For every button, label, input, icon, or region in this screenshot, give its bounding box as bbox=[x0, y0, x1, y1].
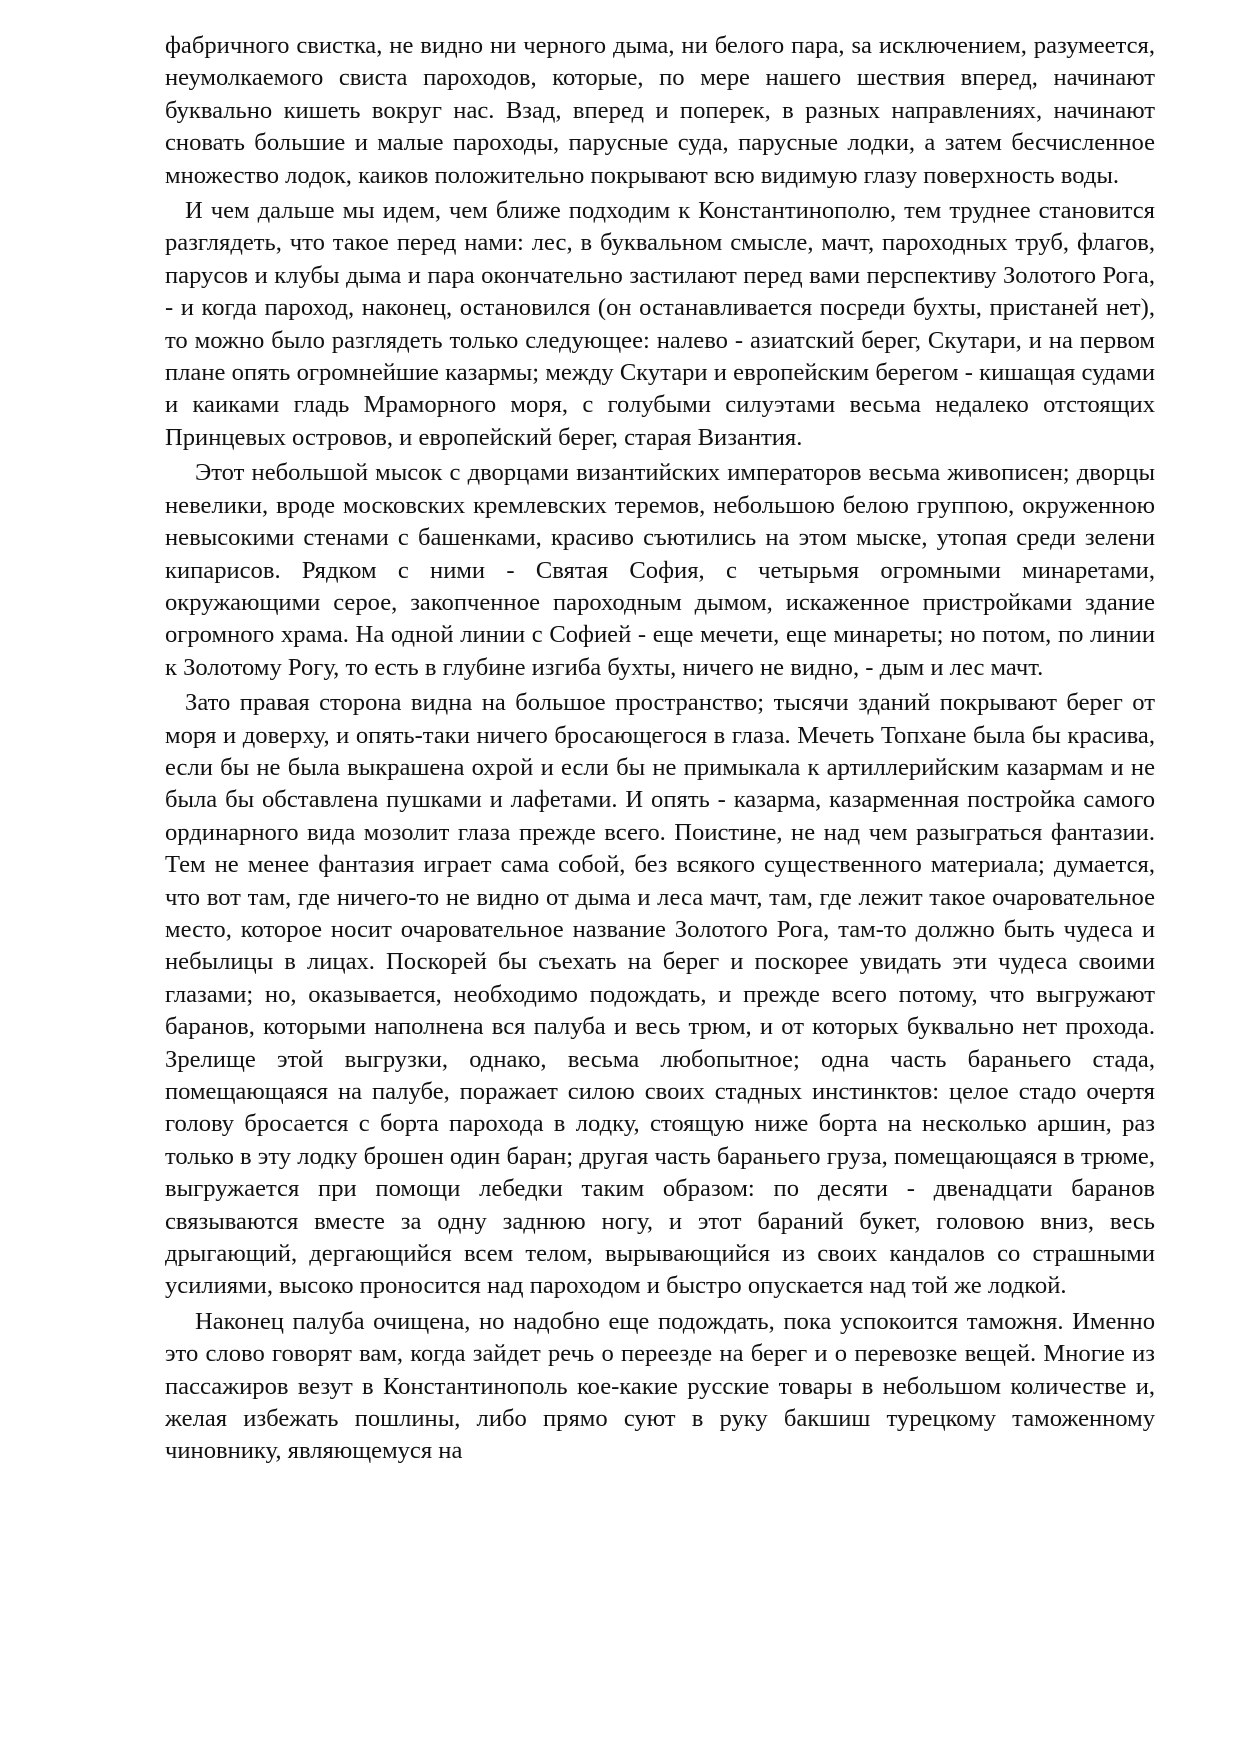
paragraph-4: Зато правая сторона видна на большое пространство; тысячи зданий покрывают берег от моря и доверху, и опять-таки ничего бросающегося в глаза. Мечеть Топхане была бы красива, если бы не была выкрашена охрой и если бы не примыкала к артиллерийским казармам и не была бы обставлена пушками и лафетами. И опять - казарма, казарменная постройка самого ординарного вида мозолит глаза прежде всего. Поистине, не над чем разыграться фантазии. Тем не менее фантазия играет сама собой, без всякого существенного материала; думается, что вот там, где ничего-то не видно от дыма и леса мачт, там, где лежит такое очаровательное место, которое носит очаровательное название Золотого Рога, там-то должно быть чудеса и небылицы в лицах. Поскорей бы съехать на берег и поскорее увидать эти чудеса своими глазами; но, оказывается, необходимо подождать, и прежде всего потому, что выгружают баранов, которыми наполнена вся палуба и весь трюм, и от которых буквально нет прохода. Зрелище этой выгрузки, однако, весьма любопытное; одна часть бараньего стада, помещающаяся на палубе, поражает силою своих стадных инстинктов: целое стадо очертя голову бросается с борта парохода в лодку, стоящую ниже борта на несколько аршин, раз только в эту лодку брошен один баран; другая часть бараньего груза, помещающаяся в трюме, выгружается при помощи лебедки таким образом: по десяти - двенадцати баранов связываются вместе за одну заднюю ногу, и этот бараний букет, головою вниз, весь дрыгающий, дергающийся всем телом, вырывающийся из своих кандалов со страшными усилиями, высоко проносится над пароходом и быстро опускается над той же лодкой. bbox=[165, 689, 1155, 1300]
paragraph-1: фабричного свистка, не видно ни черного дыма, ни белого пара, sa исключением, разумеется, неумолкаемого свиста пароходов, которые, по мере нашего шествия вперед, начинают буквально кишеть вокруг нас. Взад, вперед и поперек, в разных направлениях, начинают сновать большие и малые пароходы, парусные суда, парусные лодки, а затем бесчисленное множество лодок, каиков положительно покрывают всю видимую глазу поверхность воды. bbox=[165, 32, 1155, 189]
paragraph-5: Наконец палуба очищена, но надобно еще подождать, пока успокоится таможня. Именно это слово говорят вам, когда зайдет речь о переезде на берег и о перевозке вещей. Многие из пассажиров везут в Константинополь кое-какие русские товары в небольшом количестве и, желая избежать пошлины, либо прямо суют в руку бакшиш турецкому таможенному чиновнику, являющемуся на bbox=[165, 1307, 1155, 1465]
paragraph-2: И чем дальше мы идем, чем ближе подходим к Константинополю, тем труднее становится разглядеть, что такое перед нами: лес, в буквальном смысле, мачт, пароходных труб, флагов, парусов и клубы дыма и пара окончательно застилают перед вами перспективу Золотого Рога, - и когда пароход, наконец, остановился (он останавливается посреди бухты, пристаней нет), то можно было разглядеть только следующее: налево - азиатский берег, Скутари, и на первом плане опять огромнейшие казармы; между Скутари и европейским берегом - кишащая судами и каиками гладь Мраморного моря, с голубыми силуэтами весьма недалеко отстоящих Принцевых островов, и европейский берег, старая Византия. bbox=[165, 197, 1155, 451]
paragraph-3: Этот небольшой мысок с дворцами византийских императоров весьма живописен; дворцы невелики, вроде московских кремлевских теремов, небольшою белою группою, окруженною невысокими стенами с башенками, красиво съютились на этом мыске, утопая среди зелени кипарисов. Рядком с ними - Святая София, с четырьмя огромными минаретами, окружающими серое, закопченное пароходным дымом, искаженное пристройками здание огромного храма. На одной линии с Софией - еще мечети, еще минареты; но потом, по линии к Золотому Рогу, то есть в глубине изгиба бухты, ничего не видно, - дым и лес мачт. bbox=[165, 459, 1155, 681]
document-page bbox=[165, 30, 1155, 1471]
